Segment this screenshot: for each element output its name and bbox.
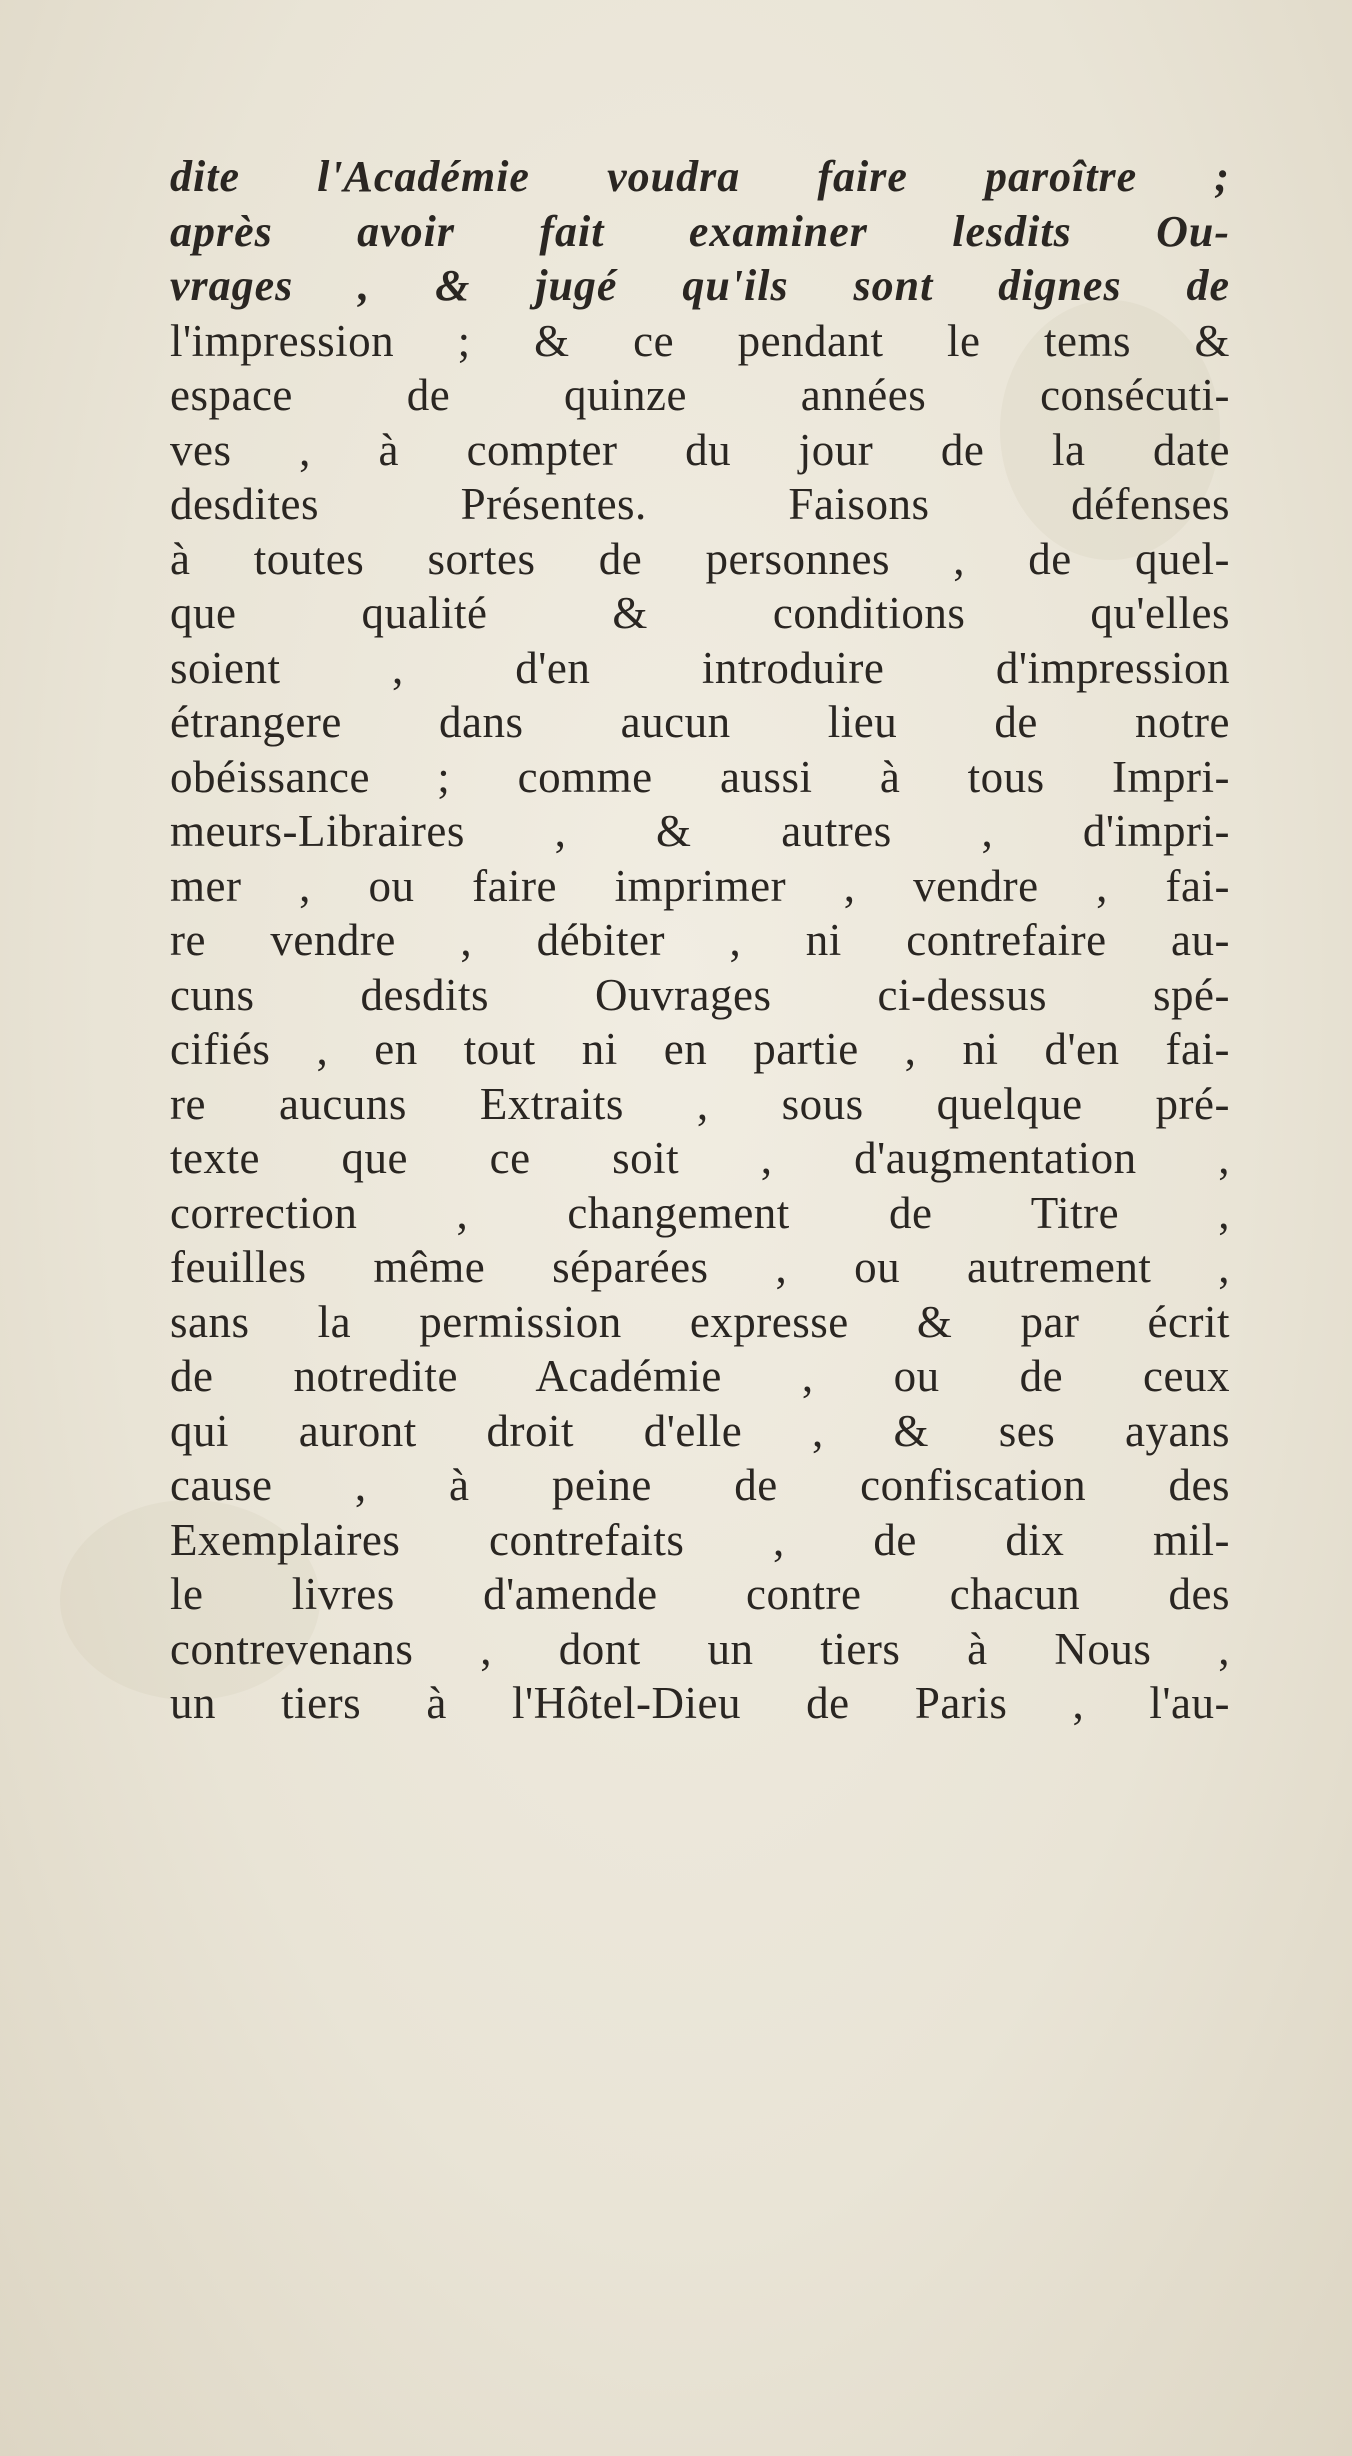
text-line: cuns desdits Ouvrages ci-dessus spé- bbox=[170, 969, 1230, 1020]
text-line: le livres d'amende contre chacun des bbox=[170, 1569, 1230, 1619]
text-line: re vendre , débiter , ni contrefaire au- bbox=[170, 915, 1230, 965]
text-line: l'impression ; & ce pendant le tems & bbox=[170, 315, 1230, 366]
text-line: espace de quinze années consécuti- bbox=[170, 370, 1230, 420]
text-line: que qualité & conditions qu'elles bbox=[170, 588, 1230, 638]
text-line: étrangere dans aucun lieu de notre bbox=[170, 697, 1230, 747]
text-line: de notredite Académie , ou de ceux bbox=[170, 1351, 1230, 1401]
text-line: meurs-Libraires , & autres , d'impri- bbox=[170, 806, 1230, 856]
text-line: vrages , & jugé qu'ils sont dignes de bbox=[170, 261, 1230, 310]
text-line: un tiers à l'Hôtel-Dieu de Paris , l'au- bbox=[170, 1678, 1230, 1728]
text-line: à toutes sortes de personnes , de quel- bbox=[170, 533, 1230, 584]
text-line: obéissance ; comme aussi à tous Impri- bbox=[170, 751, 1230, 802]
text-line: soient , d'en introduire d'impression bbox=[170, 642, 1230, 693]
text-line: correction , changement de Titre , bbox=[170, 1187, 1230, 1238]
text-line: qui auront droit d'elle , & ses ayans bbox=[170, 1405, 1230, 1456]
text-line: contrevenans , dont un tiers à Nous , bbox=[170, 1623, 1230, 1674]
text-line: Exemplaires contrefaits , de dix mil- bbox=[170, 1514, 1230, 1565]
text-line: texte que ce soit , d'augmentation , bbox=[170, 1133, 1230, 1183]
text-line: cause , à peine de confiscation des bbox=[170, 1460, 1230, 1510]
text-line: dite l'Académie voudra faire paroître ; bbox=[170, 152, 1230, 201]
text-line: re aucuns Extraits , sous quelque pré- bbox=[170, 1078, 1230, 1129]
text-line: desdites Présentes. Faisons défenses bbox=[170, 479, 1230, 529]
text-line: ves , à compter du jour de la date bbox=[170, 424, 1230, 475]
text-line: mer , ou faire imprimer , vendre , fai- bbox=[170, 860, 1230, 911]
body-text bbox=[170, 150, 1230, 1731]
text-line: cifiés , en tout ni en partie , ni d'en fai- bbox=[170, 1024, 1230, 1074]
text-line: feuilles même séparées , ou autrement , bbox=[170, 1242, 1230, 1292]
text-line: sans la permission expresse & par écrit bbox=[170, 1296, 1230, 1347]
text-line: après avoir fait examiner lesdits Ou- bbox=[170, 206, 1230, 256]
